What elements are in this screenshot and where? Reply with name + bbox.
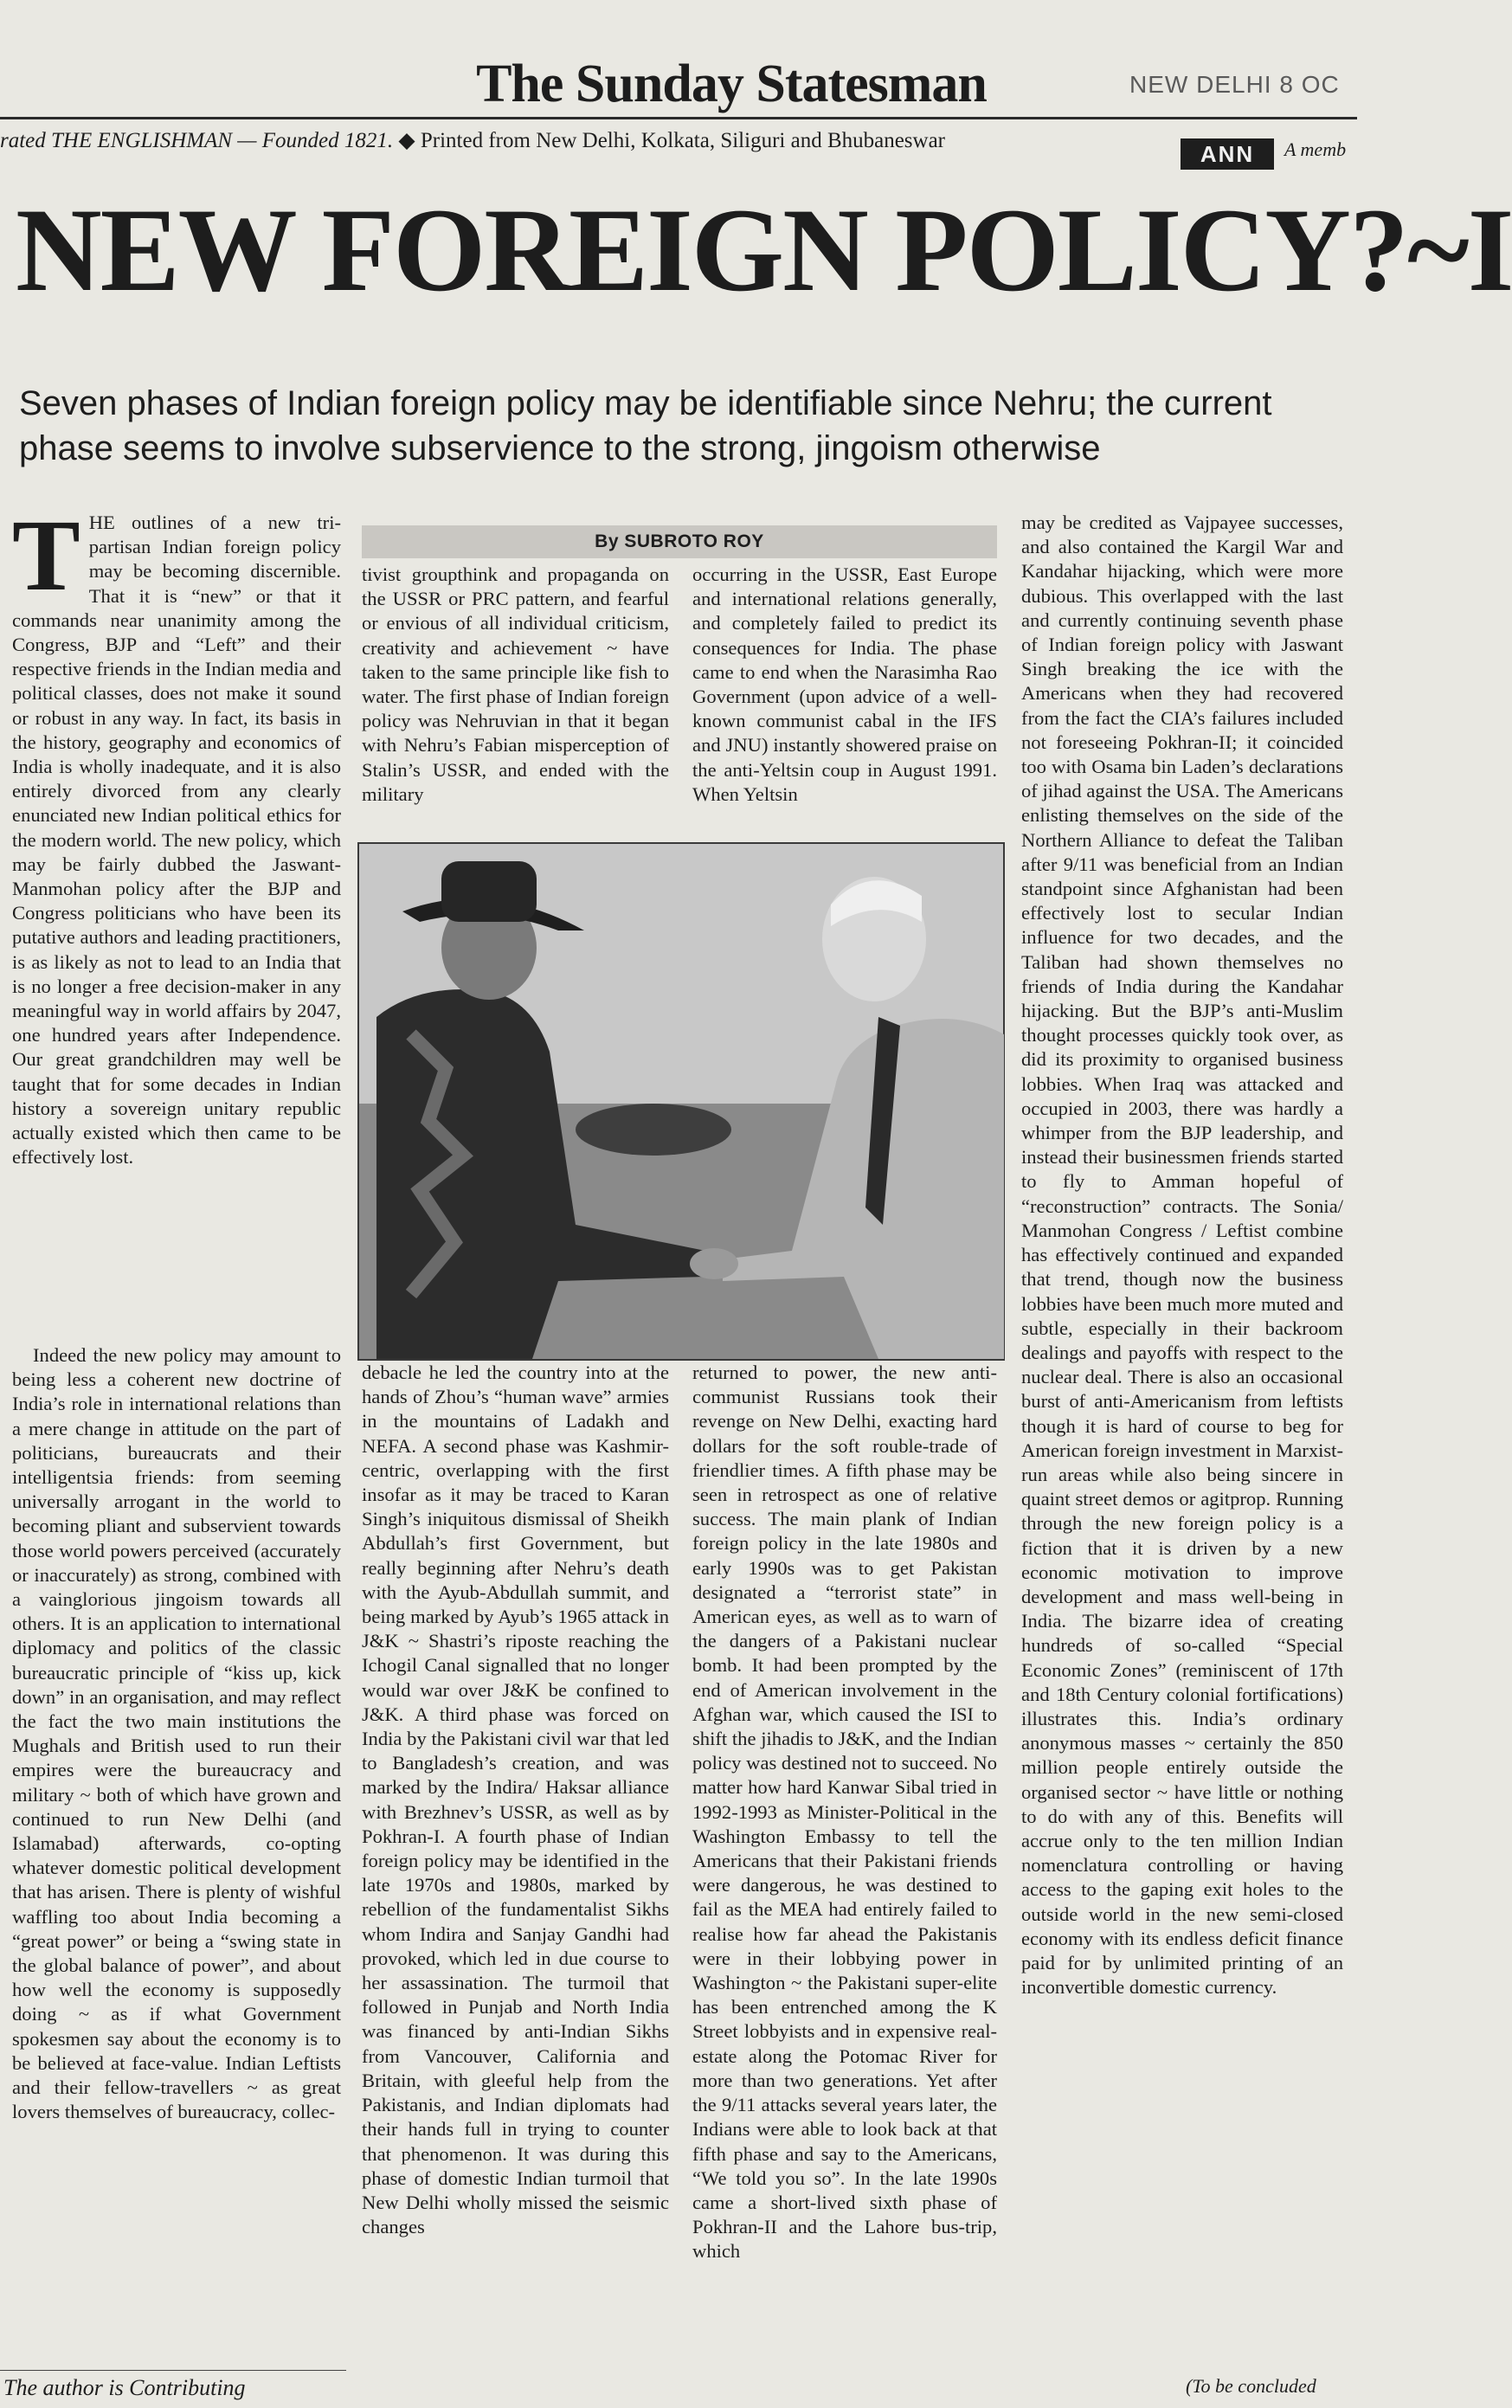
col2-top-text: tivist groupthink and propaganda on the USSR or PRC pattern, and fearful or envious of all individual criticism, creativity and achievement ~ have taken to the same principle like fish to water. The first phase of Indian foreign policy was Nehruvian in that it began with Nehru’s Fabian misperception of Stalin’s USSR, and ended with the military [362,563,669,805]
footer-rule [0,2370,346,2371]
column-3-bottom [692,1361,997,2363]
news-photo [357,842,1005,1361]
headline: NEW FOREIGN POLICY?~I [16,183,1512,316]
column-3-top [692,563,997,836]
col2-bottom-text: debacle he led the country into at the hands of Zhou’s “human wave” armies in the mountains of Ladakh and NEFA. A second phase was Kashmir-centric, overlapping with the first insofar as it may be traced to Karan Singh’s iniquitous dismissal of Sheikh Abdullah’s first Government, but really beginning after Nehru’s death with the Ayub-Abdullah summit, and being marked by Ayub’s 1965 attack in J&K ~ Shastri’s riposte reaching the Ichogil Canal signalled that no longer would war over J&K be confined to J&K. A third phase was forced on India by the Pakistani civil war that led to Bangladesh’s creation, and was marked by the Indira/ Haksar alliance with Brezhnev’s USSR, as well as by Pokhran-I. A fourth phase of Indian foreign policy may be identified in the late 1970s and 1980s, marked by rebellion of the fundamentalist Sikhs whom Indira and Sanjay Gandhi had provoked, which led in due course to her assassination. The turmoil that followed in Punjab and North India was financed by anti-Indian Sikhs from Vancouver, California and Britain, with gleeful help from the Pakistanis, and Indian diplomats had their hands full in trying to counter that phenomenon. It was during this phase of domestic Indian turmoil that New Delhi wholly missed the seismic changes [362,1362,669,2238]
ann-logo: ANN [1181,138,1274,170]
member-note: A memb [1284,138,1347,160]
masthead-title: The Sunday Statesman [476,55,987,113]
byline: By SUBROTO ROY [362,525,997,558]
column-1-top [12,499,341,1343]
col1-bottom-text: Indeed the new policy may amount to being less a coherent new doctrine of India’s role in international relations than a mere change in attitude on the part of politicians, bureaucrats and their intelligentsia friends: from seeming universally arrogant in the world to becoming pliant and subservient towards those world powers perceived (accurately or inaccurately) as strong, combined with a vainglorious jingoism towards all others. It is an application to international diplomacy and politics of the classic bureaucratic principle of “kiss up, kick down” in an organisation, and may reflect the fact the two main institutions the Mughals and British used to run their empires were the bureaucracy and military ~ both of which have grown and continued to run New Delhi (and Islamabad) afterwards, co-opting whatever domestic political development that has arisen. There is plenty of wishful waffling too about India becoming a “great power” or being a “swing state in the global balance of power”, and about how well the economy is supposedly doing ~ as if what Government spokesmen say about the economy is to be believed at face-value. Indian Leftists and their fellow-travellers ~ as great lovers themselves of bureaucracy, collec- [12,1344,341,2123]
dateline: NEW DELHI 8 OC [1129,71,1340,98]
printed-from: ◆ Printed from New Delhi, Kolkata, Siliguri and Bhubaneswar [398,129,946,152]
masthead-subline [0,127,945,153]
column-2-bottom [362,1361,669,2363]
column-1-bottom [12,1343,341,2363]
deck: Seven phases of Indian foreign policy may be identifiable since Nehru; the current phase seems to involve subservience to the strong, jingoism otherwise [19,384,1272,467]
author-note: The author is Contributing [3,2375,246,2400]
to-be-concluded: (To be concluded [1186,2375,1316,2397]
masthead-rule [0,117,1357,119]
col4-text: may be credited as Vajpayee successes, and also contained the Kargil War and Kandahar hijacking, which were more dubious. This overlapped with the last and currently continuing seventh phase of Indian foreign policy with Jaswant Singh breaking the ice with the Americans when they had recovered from the fact the CIA’s failures included not foreseeing Pokhran-II; it coincided too with Osama bin Laden’s declarations of jihad against the USA. The Americans enlisting themselves on the side of the Northern Alliance to defeat the Taliban after 9/11 was beneficial from an Indian standpoint since Afghanistan had been effectively lost to secular Indian influence for two decades, and the Taliban had shown themselves no friends of India during the Kandahar hijacking. But the BJP’s anti-Muslim thought processes quickly took over, as did its proximity to organised business lobbies. When Iraq was attacked and occupied in 2003, there was hardly a whimper from the BJP leadership, and instead their businessmen friends started to fly to Amman hopeful of “reconstruction” contracts. The Sonia/ Manmohan Congress / Leftist combine has effectively continued and expanded that trend, though now the business lobbies have been much more muted and subtle, especially in their backroom dealings and payoffs with respect to the nuclear deal. There is also an occasional burst of anti-Americanism from leftists though it is hard of course to beg for American foreign investment in Marxist-run areas while also being sincere in quaint street demos or agitprop. Running through the new foreign policy is a fiction that it is driven by a new economic motivation to improve development and mass well-being in India. The bizarre idea of creating hundreds of so-called “Special Economic Zones” (reminiscent of 17th and 18th Century colonial fortifications) illustrates this. India’s ordinary anonymous masses ~ certainly the 850 million people entirely outside the organised sector ~ have little or nothing to do with any of this. Benefits will accrue only to the ten million Indian nomenclatura controlling or having access to the gaping exit holes to the outside world in the new semi-closed economy with its endless deficit finance paid for by unlimited printing of an inconvertible domestic currency. [1021,512,1343,1999]
col3-bottom-text: returned to power, the new anti-communist Russians took their revenge on New Delhi, exacting hard dollars for the soft rouble-trade of friendlier times. A fifth phase may be seen in retrospect as one of relative success. The main plank of Indian foreign policy in the late 1980s and early 1990s was to get Pakistan designated a “terrorist state” in American eyes, as well as to warn of the dangers of a Pakistani nuclear bomb. It had been prompted by the end of American involvement in the Afghan war, which caused the ISI to shift the jihadis to J&K, and the Indian policy was destined not to succeed. No matter how hard Kanwar Sibal tried in 1992-1993 as Minister-Political in the Washington Embassy to tell the Americans that their Pakistani friends were dangerous, he was destined to fail as the MEA had entirely failed to realise how far ahead the Pakistanis were in their lobbying power in Washington ~ the Pakistani super-elite has been entrenched among the K Street lobbyists and in expensive real-estate along the Potomac River for more than two generations. Yet after the 9/11 attacks several years later, the Indians were able to look back at that fifth phase and say to the Americans, “We told you so”. In the late 1990s came a short-lived sixth phase of Pokhran-II and the Lahore bus-trip, which [692,1362,998,2263]
column-4 [1021,511,1343,2363]
col1-top-text: HE outlines of a new tri-partisan Indian foreign policy may be becoming discernible. That it is “new” or that it commands near unanimity among the Congress, BJP and “Left” and their respective friends in the Indian media and political classes, does not make it sound or robust in any way. In fact, its basis in the history, geography and economics of India is wholly inadequate, and it is also entirely divorced from any clearly enunciated new Indian political ethics for the modern world. The new policy, which may be fairly dubbed the Jaswant-Manmohan policy after the BJP and Congress politicians who have been its putative authors and leading practitioners, is as likely as not to lead to an India that is no longer a free decision-maker in any meaningful way in world affairs by 2047, one hundred years after Independence. Our great grandchildren may well be taught that for some decades in Indian history a sovereign unitary republic actually existed which then came to be effectively lost. [12,512,341,1169]
drop-cap: T [12,499,80,612]
column-2-top [362,563,669,836]
col3-top-text: occurring in the USSR, East Europe and international relations generally, and completely failed to predict its consequences for India. The phase came to end when the Narasimha Rao Government (upon advice of a well-known communist cabal in the IFS and JNU) instantly showered praise on the anti-Yeltsin coup in August 1991. When Yeltsin [692,563,997,805]
founded-note: rated THE ENGLISHMAN — Founded 1821. [0,129,394,152]
handshake-photo-illustration [359,844,1003,1359]
